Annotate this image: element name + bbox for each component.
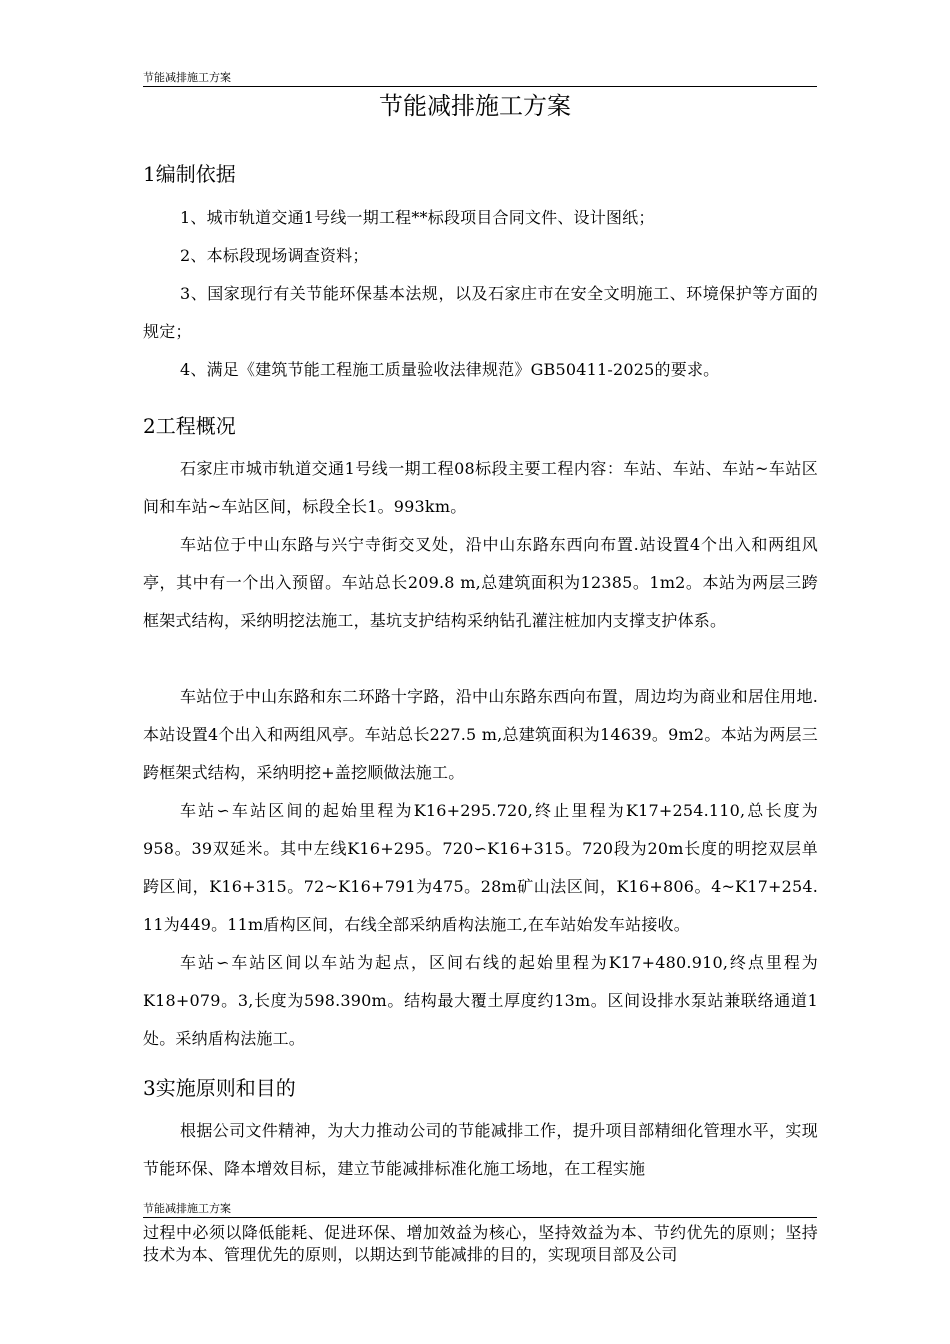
section-2-paragraph-5: 车站∽车站区间以车站为起点，区间右线的起始里程为K17+480.910,终点里程为K18+079。3,长度为598.390m。结构最大覆土厚度约13m。区间设排水泵站兼联络通道1处。采纳盾构法施工。 [143, 953, 818, 1048]
running-header-page-2: 节能减排施工方案 [143, 1201, 817, 1218]
section-1-item-1: 1、城市轨道交通1号线一期工程**标段项目合同文件、设计图纸； [180, 208, 655, 227]
section-2-heading: 2工程概况 [143, 414, 236, 438]
running-header: 节能减排施工方案 [143, 70, 817, 87]
section-1-item-2: 2、本标段现场调查资料； [180, 246, 369, 265]
section-2-paragraph-2: 车站位于中山东路与兴宁寺街交叉处，沿中山东路东西向布置.站设置4个出入和两组风亭，其中有一个出入预留。车站总长209.8 m,总建筑面积为12385。1m2。本站为两层三跨框架式结构，采纳明挖法施工，基坑支护结构采纳钻孔灌注桩加内支撑支护体系。 [143, 535, 818, 630]
section-1-item-4: 4、满足《建筑节能工程施工质量验收法律规范》GB50411-2025的要求。 [180, 360, 720, 379]
section-2-paragraph-3: 车站位于中山东路和东二环路十字路，沿中山东路东西向布置，周边均为商业和居住用地.本站设置4个出入和两组风亭。车站总长227.5 m,总建筑面积为14639。9m2。本站为两层三跨框架式结构，采纳明挖+盖挖顺做法施工。 [143, 687, 818, 782]
section-3-paragraph-1: 根据公司文件精神，为大力推动公司的节能减排工作，提升项目部精细化管理水平，实现节能环保、降本增效目标，建立节能减排标准化施工场地，在工程实施 [143, 1121, 818, 1178]
section-3-heading: 3实施原则和目的 [143, 1076, 296, 1100]
section-2-paragraph-1: 石家庄市城市轨道交通1号线一期工程08标段主要工程内容：车站、车站、车站~车站区间和车站~车站区间，标段全长1。993km。 [143, 459, 818, 516]
document-title: 节能减排施工方案 [379, 92, 571, 120]
section-2-paragraph-4: 车站∽车站区间的起始里程为K16+295.720,终止里程为K17+254.110,总长度为958。39双延米。其中左线K16+295。720∽K16+315。720段为20m长度的明挖双层单跨区间，K16+315。72~K16+791为475。28m矿山法区间，K16+806。4~K17+254. 11为449。11m盾构区间，右线全部采纳盾构法施工,在车站始发车站接收。 [143, 801, 818, 934]
section-3-paragraph-2: 过程中必须以降低能耗、促进环保、增加效益为核心，坚持效益为本、节约优先的原则；坚持技术为本、管理优先的原则，以期达到节能减排的目的，实现项目部及公司 [143, 1223, 818, 1264]
section-1-heading: 1编制依据 [143, 162, 236, 186]
section-1-item-3: 3、国家现行有关节能环保基本法规，以及石家庄市在安全文明施工、环境保护等方面的规定； [143, 284, 818, 341]
